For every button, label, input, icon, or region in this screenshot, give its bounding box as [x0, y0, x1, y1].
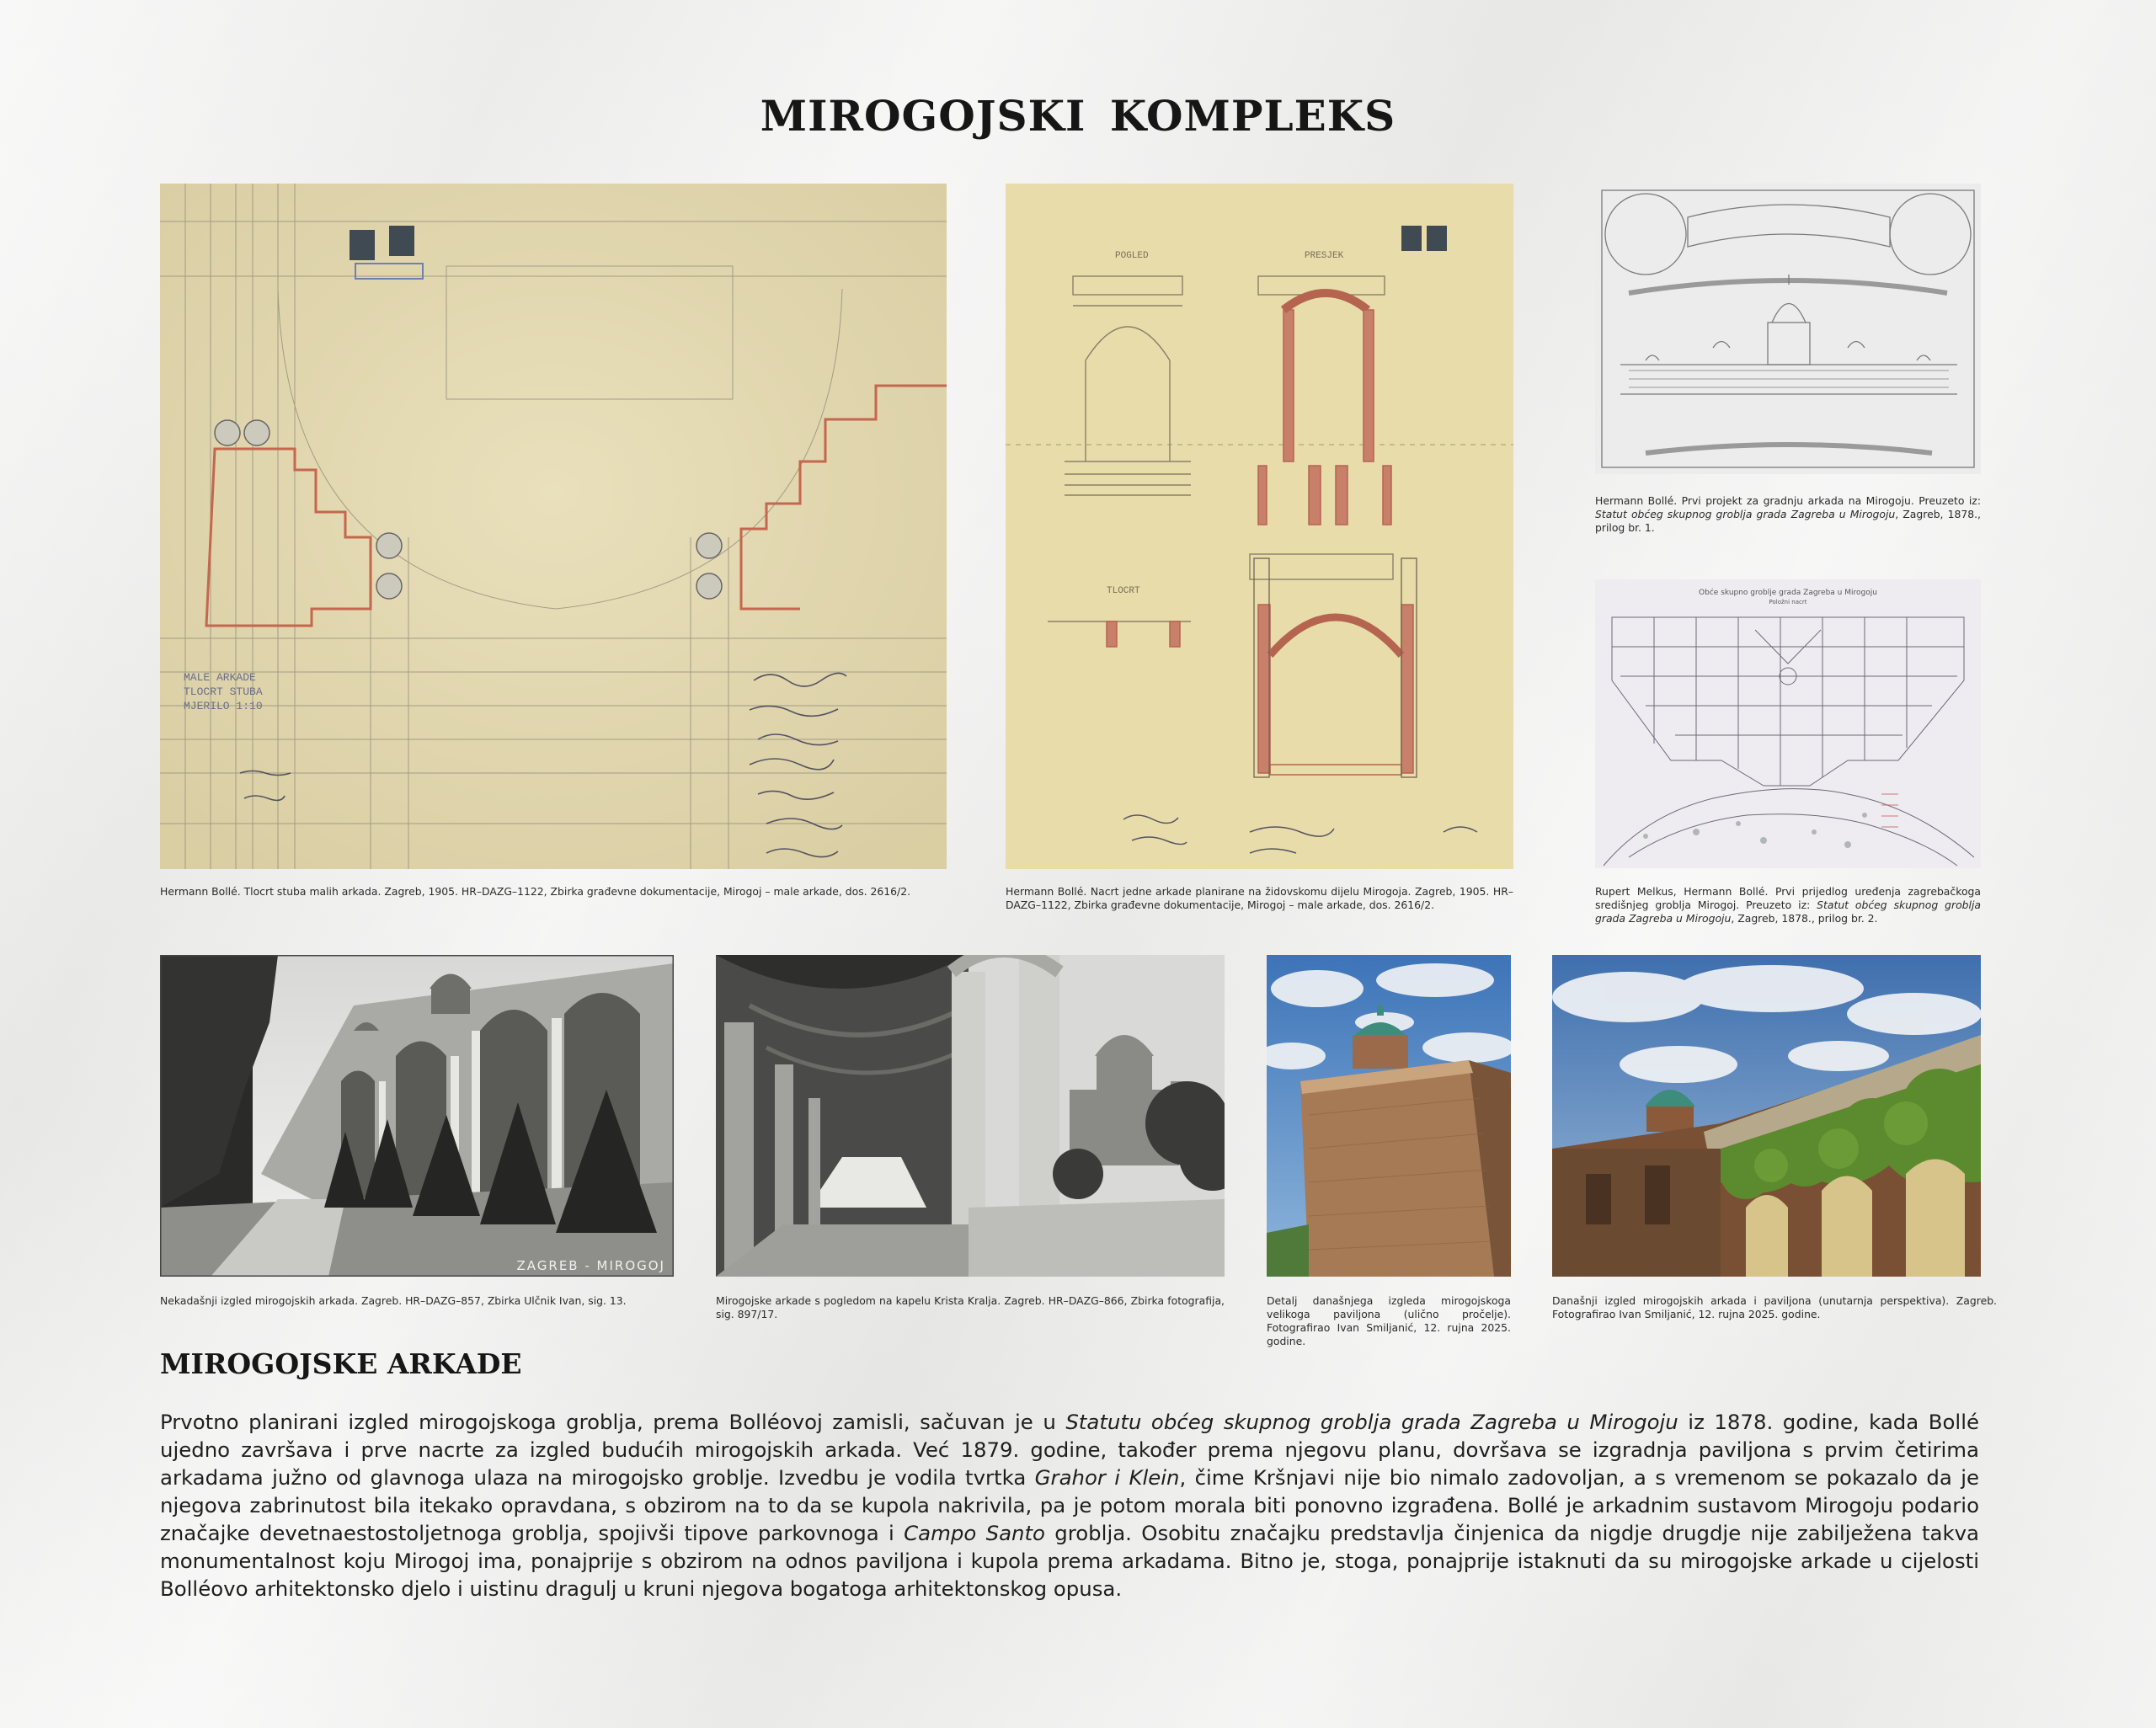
- section-paragraph: [160, 1408, 1979, 1603]
- figure-3-caption-b: , Zagreb, 1878., prilog br. 1.: [1595, 508, 1981, 534]
- body-text-run: Prvotno planirani izgled mirogojskoga groblja, prema Bolléovoj zamisli, sačuvan je u: [160, 1410, 1066, 1434]
- first-arcade-project-drawing: [1595, 184, 1981, 474]
- figure-4-caption-a: Rupert Melkus, Hermann Bollé. Prvi prijedlog uređenja zagrebačkoga središnjeg groblja Mirogoj. Preuzeto iz:: [1595, 885, 1981, 911]
- photo-stamp-text: ZAGREB - MIROGOJ: [516, 1258, 665, 1273]
- figure-3-caption: [1595, 494, 1981, 535]
- figure-4-caption-b: , Zagreb, 1878., prilog br. 2.: [1731, 912, 1878, 925]
- historic-arcades-photo: [160, 955, 674, 1277]
- body-text-run-italic: Grahor i Klein: [1034, 1465, 1180, 1490]
- cemetery-layout-plan: [1595, 579, 1981, 868]
- figure-8-caption: Današnji izgled mirogojskih arkada i paviljona (unutarnja perspektiva). Zagreb. Fotografirao Ivan Smiljanić, 12. rujna 2025. godine.: [1552, 1294, 1997, 1320]
- floor-plan-drawing: [160, 184, 947, 869]
- ivy-arcades-photo: [1552, 955, 1981, 1277]
- body-text-run-italic: Campo Santo: [904, 1521, 1045, 1545]
- figure-3-caption-italic: Statut obćeg skupnog groblja grada Zagreba u Mirogoju: [1595, 508, 1896, 520]
- section-title: MIROGOJSKE ARKADE: [160, 1347, 522, 1380]
- figure-6-caption: Mirogojske arkade s pogledom na kapelu Krista Kralja. Zagreb. HR–DAZG–866, Zbirka fotografija, sig. 897/17.: [716, 1294, 1225, 1320]
- pavilion-detail-photo: [1267, 955, 1511, 1277]
- figure-4-caption-italic: Statut obćeg skupnog groblja grada Zagreba u Mirogoju: [1595, 899, 1981, 925]
- figure-1-caption: Hermann Bollé. Tlocrt stuba malih arkada. Zagreb, 1905. HR–DAZG–1122, Zbirka građevne dokumentacije, Mirogoj – male arkade, dos. 2616/2.: [160, 885, 911, 898]
- colonnade-chapel-photo: [716, 955, 1225, 1277]
- plan-label-1: MALE ARKADE: [184, 671, 256, 684]
- figure-4-caption: [1595, 885, 1981, 925]
- section-body: [160, 1408, 1979, 1603]
- elevation-label-1: POGLED: [1115, 251, 1149, 261]
- figure-2-caption: Hermann Bollé. Nacrt jedne arkade planirane na židovskomu dijelu Mirogoja. Zagreb, 1905. HR–DAZG–1122, Zbirka građevne dokumentacije, Mirogoj – male arkade, dos. 2616/2.: [1006, 885, 1513, 911]
- figure-3-caption-a: Hermann Bollé. Prvi projekt za gradnju arkada na Mirogoju. Preuzeto iz:: [1595, 494, 1981, 507]
- figure-7-caption: Detalj današnjega izgleda mirogojskoga velikoga paviljona (ulično pročelje). Fotografirao Ivan Smiljanić, 12. rujna 2025. godine.: [1267, 1294, 1511, 1347]
- body-text-run: groblja. Osobitu značajku predstavlja činjenica da nigdje drugdje nije zabilježena takva monumentalnost koju Mirogoj ima, ponajprije s obzirom na odnos paviljona i kupola prema arkadama. Bitno je, stoga, ponajprije istaknuti da su mirogojske arkade u cijelosti Bolléovo arhitektonsko djelo i uistinu dragulj u kruni njegova bogatoga arhitektonskog opusa.: [160, 1521, 1979, 1601]
- figure-5-caption: Nekadašnji izgled mirogojskih arkada. Zagreb. HR–DAZG–857, Zbirka Ulčnik Ivan, sig. 13.: [160, 1294, 627, 1307]
- page-title: MIROGOJSKI KOMPLEKS: [760, 91, 1396, 141]
- plan-title: Obće skupno groblje grada Zagreba u Mirogoju: [1699, 589, 1877, 597]
- plan-subtitle: Položni nacrt: [1769, 599, 1807, 605]
- plan-label-3: MJERILO 1:10: [184, 700, 263, 712]
- elevation-label-3: TLOCRT: [1107, 586, 1140, 596]
- arcade-elevation-drawing: [1006, 184, 1513, 869]
- body-text-run: , čime Kršnjavi nije bio nimalo zadovoljan, a s vremenom se pokazalo da je njegova zabrinutost bila itekako opravdana, s obzirom na to da se kupola nakrivila, pa je potom morala biti ponovno izgrađena. Bollé je arkadnim sustavom Mirogoju podario značajke devetnaestostoljetnoga groblja, spojivši tipove parkovnoga i: [160, 1465, 1980, 1545]
- elevation-label-2: PRESJEK: [1305, 251, 1344, 261]
- plan-label-2: TLOCRT STUBA: [184, 685, 263, 698]
- body-text-run-italic: Statutu obćeg skupnog groblja grada Zagreba u Mirogoju: [1065, 1410, 1678, 1434]
- body-text-run: iz 1878. godine, kada Bollé ujedno završava i prve nacrte za izgled budućih mirogojskih arkada. Već 1879. godine, također prema njegovu planu, dovršava se izgradnja paviljona s prvim četirima arkadama južno od glavnoga ulaza na mirogojsko groblje. Izvedbu je vodila tvrtka: [160, 1410, 1979, 1490]
